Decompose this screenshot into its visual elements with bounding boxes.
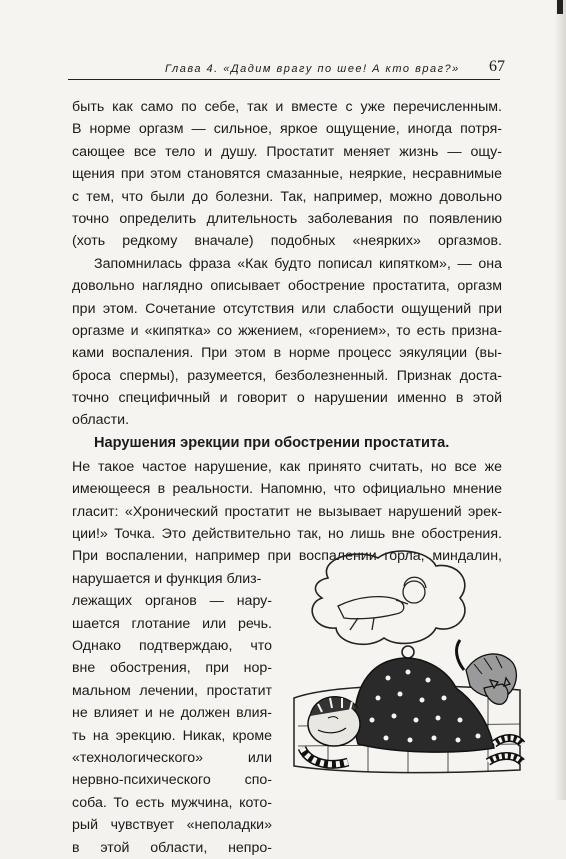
text-line: броса спермы), разумеется, безболезненный. Признак доста-: [72, 367, 502, 384]
sleeping-man-illustration: [288, 548, 528, 778]
text-line: вне обострения, при нор-: [72, 660, 272, 677]
text-line: рый чувствует «неполадки»: [72, 817, 272, 834]
text-line: Не такое частое нарушение, как принято считать, но все же: [72, 458, 502, 475]
header-rule: [68, 79, 500, 80]
text-line: ции!» Точка. Это действительно так, но лишь вне обострения.: [72, 526, 502, 543]
text-line: нервно-психического спо-: [72, 772, 272, 789]
text-line: шается глотание или речь.: [72, 615, 272, 632]
text-line: точно определить длительность заболевания по появлению: [72, 210, 502, 227]
text-line: Однако подтверждаю, что: [72, 637, 272, 654]
text-line: (хоть редкому вначале) подобных «неярких» оргазмов.: [72, 233, 502, 250]
text-line: ть на эрекцию. Никак, кроме: [72, 727, 272, 744]
narrow-column: [72, 590, 272, 859]
text-line: довольно наглядно описывает обострение простатита, оргазм: [72, 278, 502, 295]
text-line: гласит: «Хронический простатит не вызывает нарушений эрек-: [72, 503, 502, 520]
text-line: щения при этом становятся смазанные, неяркие, несравнимые: [72, 166, 502, 183]
text-line: оргазме и «кипятка» со жжением, «горением», то есть призна-: [72, 322, 502, 339]
text-line: нарушается и функция близ-: [72, 570, 262, 587]
running-head: [165, 58, 505, 78]
text-line: соба. То есть мужчина, кото-: [72, 794, 272, 811]
text-line: В норме оргазм — сильное, яркое ощущение, иногда потря-: [72, 121, 502, 138]
text-line: «технологического» или: [72, 749, 272, 766]
page-number: 67: [489, 58, 505, 75]
text-line: имеющееся в реальности. Напомню, что официально мнение: [72, 481, 502, 498]
text-line: быть как само по себе, так и вместе с уже перечисленным.: [72, 99, 502, 115]
text-line: точно специфичный и говорит о нарушении именно в этой: [72, 390, 502, 407]
page-edge: [554, 0, 566, 800]
section-heading: Нарушения эрекции при обострении простатита.: [94, 434, 450, 451]
text-line: области.: [72, 412, 130, 429]
chapter-title: Глава 4. «Дадим врагу по шее! А кто враг?»: [165, 63, 460, 75]
text-line: лежащих органов — нару-: [72, 593, 272, 610]
text-line: Запомнилась фраза «Как будто пописал кипятком», — она: [94, 255, 502, 272]
text-line: с тем, что были до болезни. Так, например, можно довольно: [72, 188, 502, 205]
text-line: сающее все тело и душу. Простатит меняет жизнь — ощу-: [72, 143, 502, 160]
edge-mark: [557, 0, 563, 14]
dream-figure-icon: [338, 577, 426, 630]
text-line: не влияет и не должен влия-: [72, 705, 272, 722]
text-line: в этой области, непро-: [72, 839, 272, 856]
dream-bubble: [312, 551, 465, 668]
text-line: ками воспаления. При этом в норме процесс эякуляции (вы-: [72, 345, 502, 362]
text-line: При воспалении, например при воспалении горла, миндалин,: [72, 548, 502, 565]
text-line: мальном лечении, простатит: [72, 682, 272, 699]
sleeping-man-head: [308, 697, 360, 746]
text-line: при этом. Сочетание отсутствия или слабости ощущений при: [72, 300, 502, 317]
